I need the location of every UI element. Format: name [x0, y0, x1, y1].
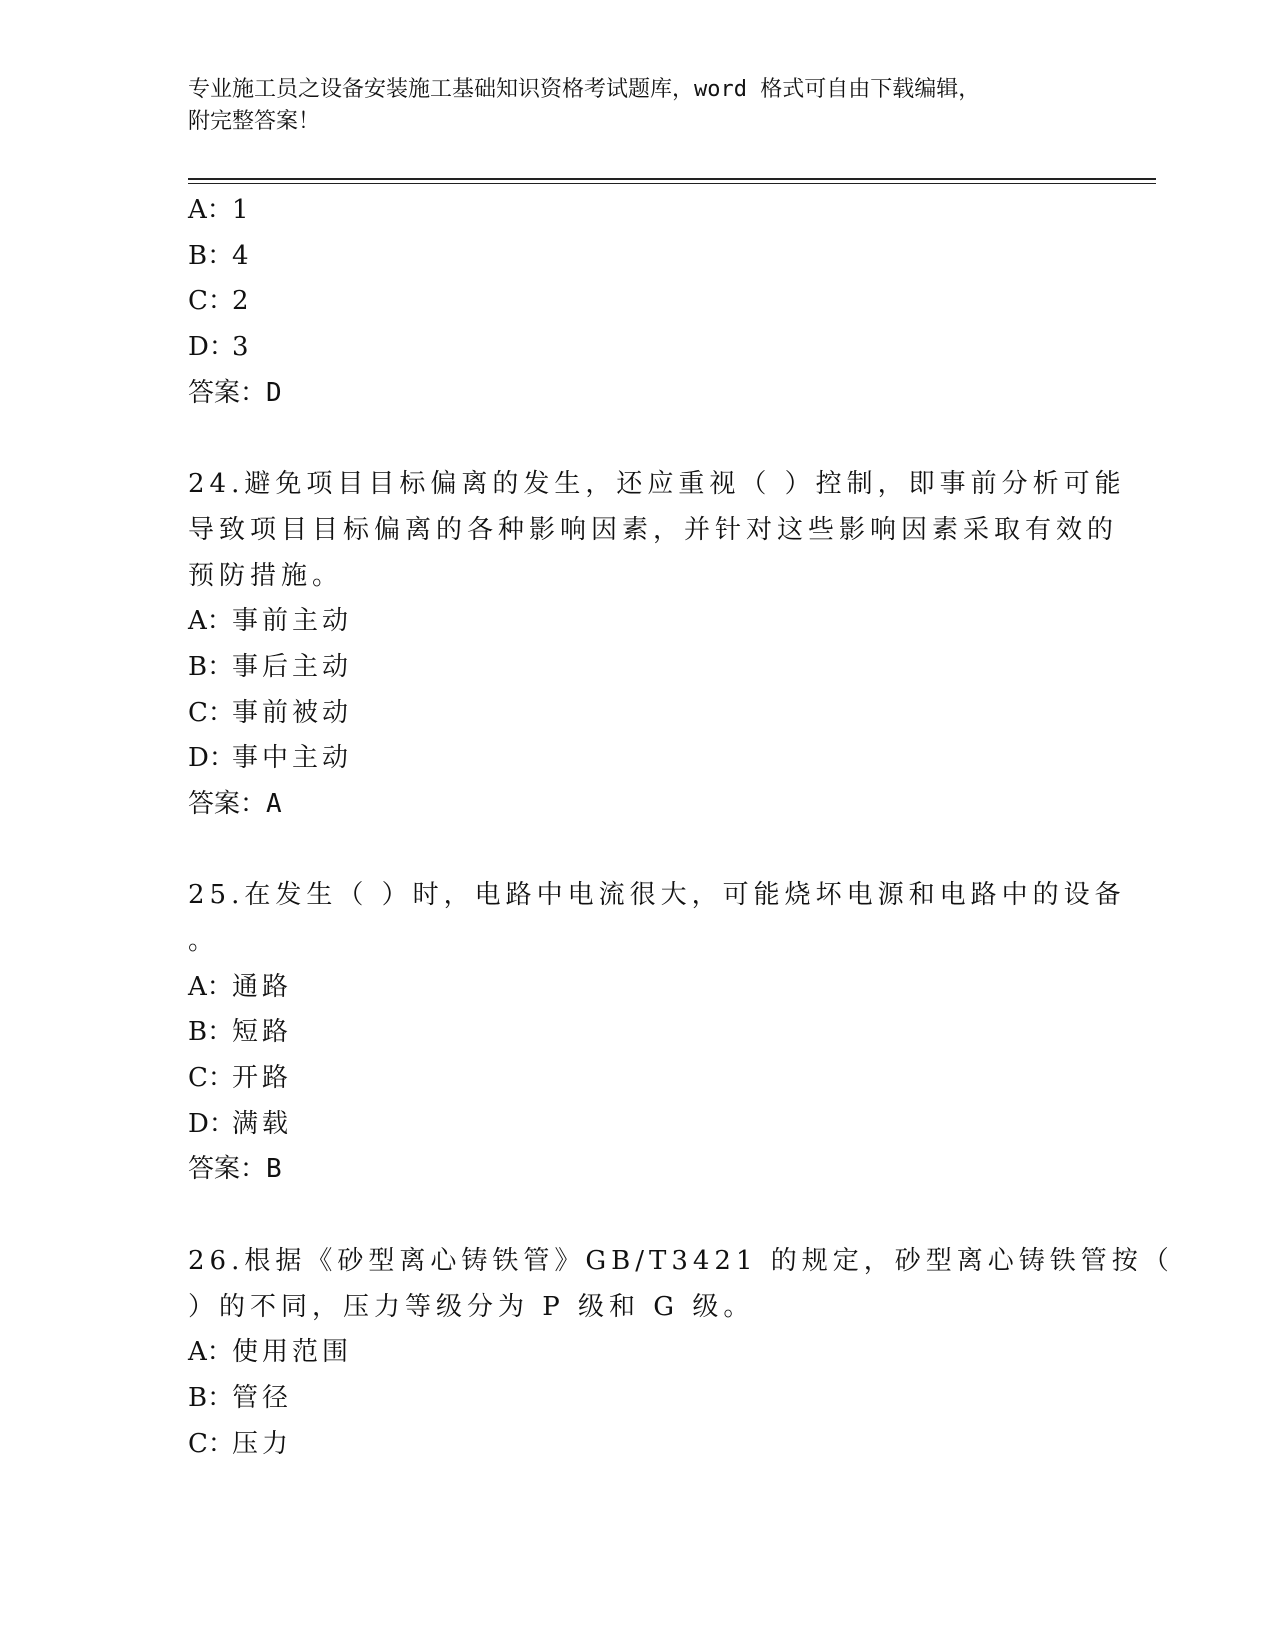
document-header — [188, 74, 1068, 138]
option-key: A： — [188, 606, 233, 637]
question-line: ）的不同，压力等级分为 P 级和 G 级。 — [188, 1291, 755, 1322]
option-text: 管径 — [232, 1382, 293, 1413]
header-line-1: 专业施工员之设备安装施工基础知识资格考试题库，word 格式可自由下载编辑， — [188, 77, 981, 102]
option-key: C： — [188, 1063, 234, 1094]
option-key: B： — [188, 1017, 234, 1048]
option-a — [188, 1330, 1068, 1376]
question-24 — [188, 462, 1126, 599]
question-line: 25.在发生（ ）时，电路中电流很大，可能烧坏电源和电路中的设备 — [188, 880, 1126, 911]
question-26 — [188, 1239, 1174, 1330]
question-line: 预防措施。 — [188, 560, 344, 591]
option-text: 事前主动 — [232, 606, 353, 637]
option-d — [188, 736, 1068, 782]
option-text: 事中主动 — [232, 743, 353, 774]
option-text: 事后主动 — [232, 651, 353, 682]
question-line: 。 — [188, 926, 220, 956]
option-c — [188, 279, 1068, 325]
option-key: C： — [188, 286, 234, 317]
option-c — [188, 1056, 1068, 1102]
answer-line: 答案：A — [188, 788, 282, 819]
option-a — [188, 188, 1068, 234]
header-line-2: 附完整答案！ — [188, 109, 321, 134]
option-text: 2 — [232, 286, 253, 317]
question-content — [188, 188, 1174, 1467]
option-text: 通路 — [232, 971, 293, 1002]
question-25 — [188, 873, 1126, 964]
option-text: 压力 — [232, 1428, 293, 1459]
header-rule-thick — [188, 178, 1156, 180]
option-key: A： — [188, 1337, 233, 1368]
option-text: 4 — [232, 240, 253, 271]
spacer — [188, 1193, 1068, 1239]
question-23-options — [188, 188, 1068, 416]
answer-line: 答案：B — [188, 1154, 282, 1185]
option-b — [188, 645, 1068, 691]
spacer — [188, 416, 1068, 462]
answer-line: 答案：D — [188, 377, 282, 408]
option-key: B： — [188, 651, 234, 682]
question-26-options — [188, 1330, 1068, 1467]
option-text: 1 — [232, 195, 253, 225]
option-a — [188, 965, 1068, 1011]
question-line: 24.避免项目目标偏离的发生，还应重视（ ）控制，即事前分析可能 — [188, 469, 1126, 500]
option-key: D： — [188, 332, 235, 363]
option-text: 开路 — [232, 1063, 293, 1094]
option-b — [188, 1010, 1068, 1056]
question-line: 导致项目目标偏离的各种影响因素，并针对这些影响因素采取有效的 — [188, 514, 1119, 545]
option-key: C： — [188, 1428, 234, 1459]
header-rule-thin — [188, 183, 1156, 184]
option-d — [188, 1102, 1068, 1148]
option-text: 3 — [232, 332, 253, 363]
option-text: 满载 — [232, 1108, 293, 1139]
option-a — [188, 599, 1068, 645]
option-key: D： — [188, 1108, 235, 1139]
option-key: C： — [188, 697, 234, 728]
question-24-options — [188, 599, 1068, 827]
question-line: 26.根据《砂型离心铸铁管》GB/T3421 的规定，砂型离心铸铁管按（ — [188, 1245, 1174, 1276]
option-key: A： — [188, 195, 233, 225]
option-text: 使用范围 — [232, 1337, 353, 1368]
option-text: 短路 — [232, 1017, 293, 1048]
option-text: 事前被动 — [232, 697, 353, 728]
option-c — [188, 691, 1068, 737]
option-key: B： — [188, 240, 234, 271]
spacer — [188, 828, 1068, 874]
option-c — [188, 1422, 1068, 1468]
option-b — [188, 234, 1068, 280]
question-25-options — [188, 965, 1068, 1193]
option-key: B： — [188, 1382, 234, 1413]
option-b — [188, 1376, 1068, 1422]
option-key: D： — [188, 743, 235, 774]
option-key: A： — [188, 971, 233, 1002]
option-d — [188, 325, 1068, 371]
